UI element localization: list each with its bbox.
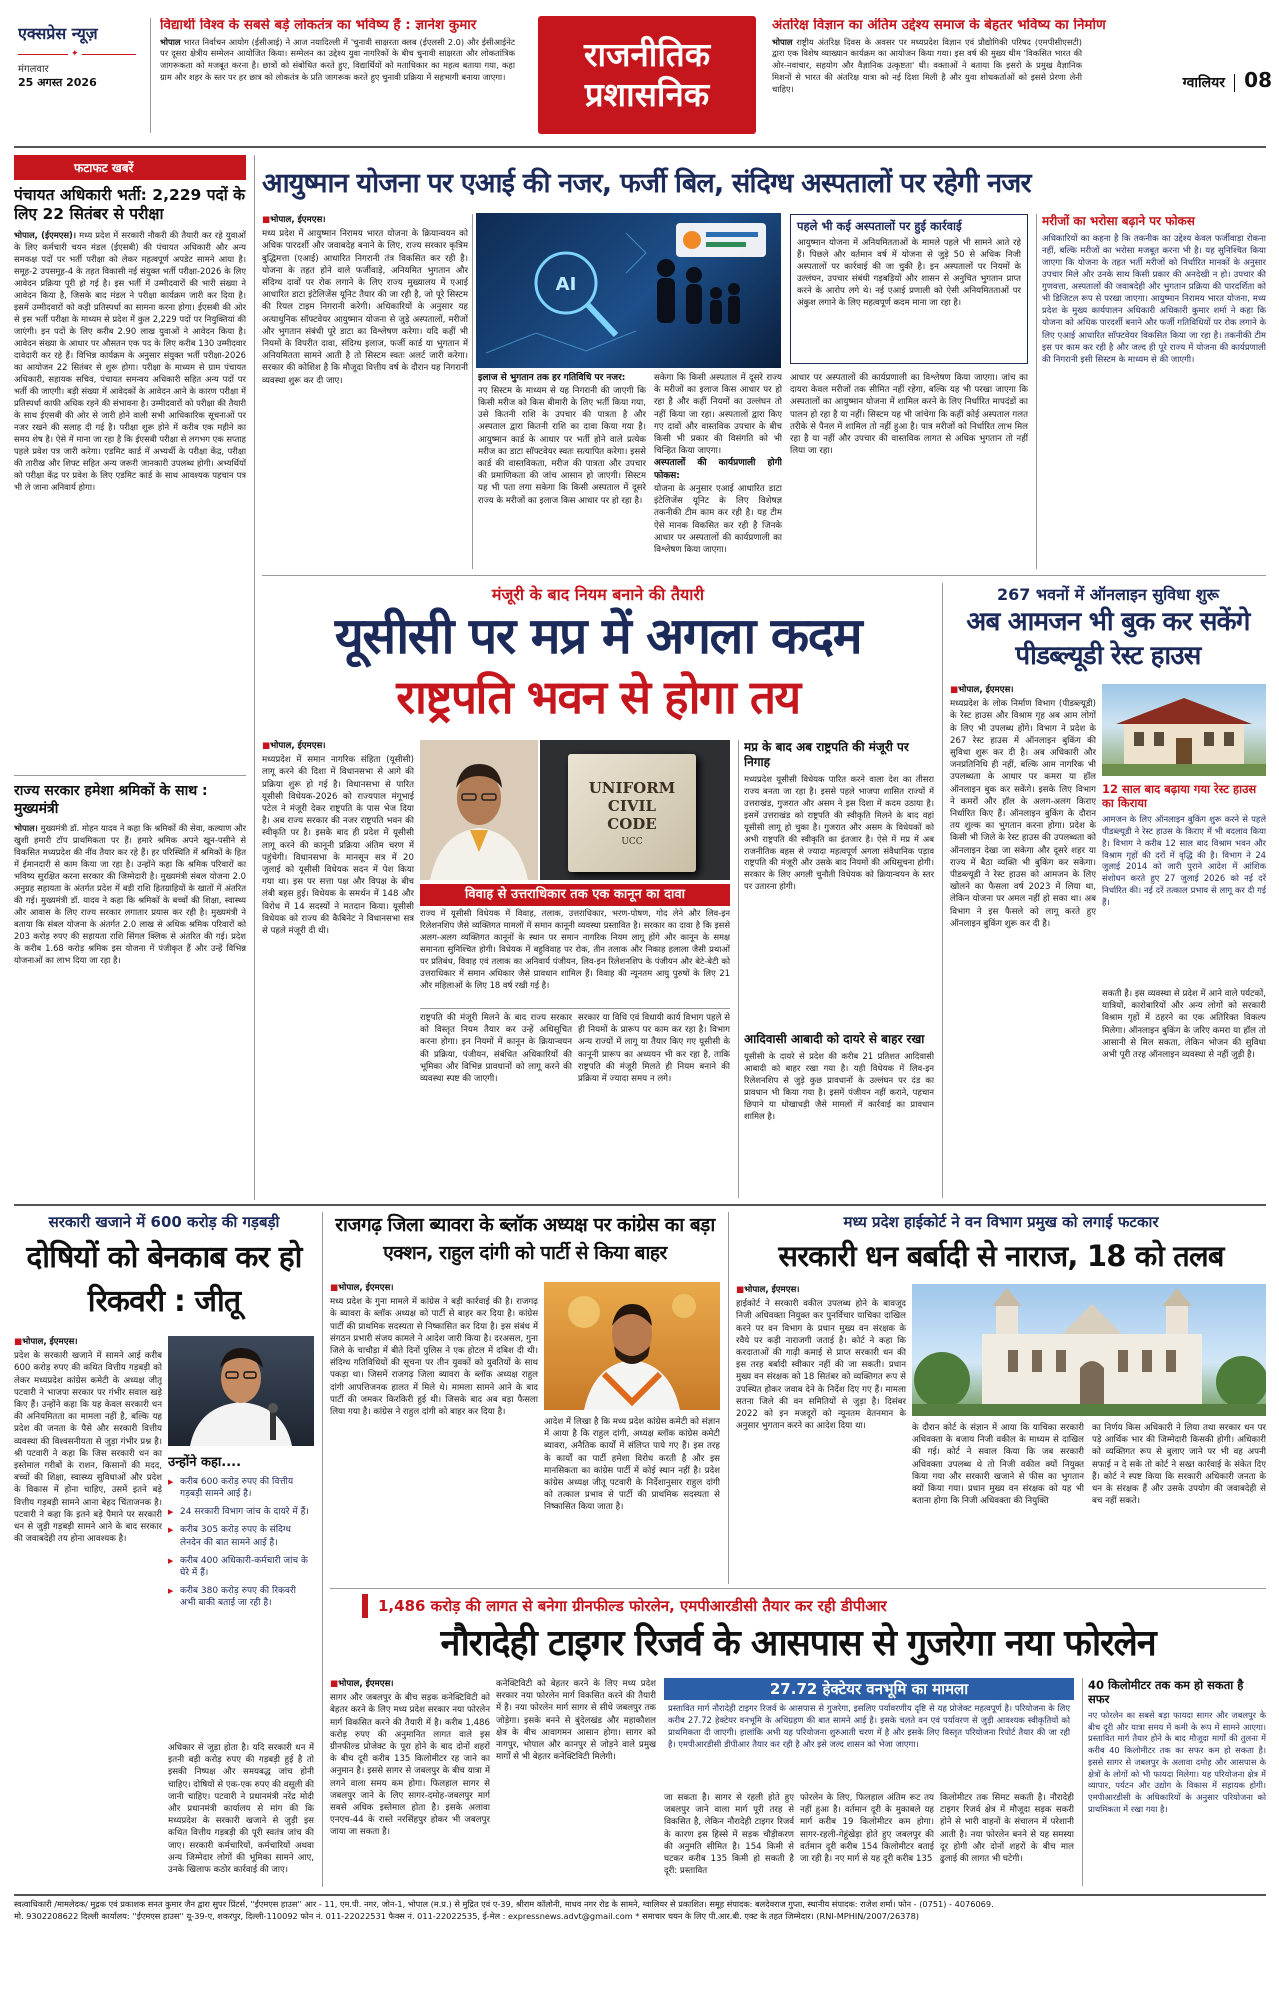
brief-left-headline: विद्यार्थी विश्व के सबसे बड़े लोकतंत्र का भविष्य हैं : ज्ञानेश कुमार	[160, 18, 477, 33]
rajgarh-col1-text: मध्य प्रदेश के गुना मामले में कांग्रेस ने बड़ी कार्रवाई की है। राजगढ़ के ब्यावरा के ब्लॉक अध्यक्ष को पार्टी से बाहर कर दिया है। कांग्रेस पार्टी की प्राथमिक सदस्यता से निष्कासित कर दिया है। इस संबंध में संगठन प्रभारी संजय कामले ने आदेश जारी किया है। दरअसल, गुना जिले के चाचौड़ा में बीते दिनों पुलिस ने एक होटल में दबिश दी थी। संदिग्ध गतिविधियों की सूचना पर तीन युवकों को युवतियों के साथ पकड़ा था। जिसमें राजगढ़ जिला ब्यावरा के ब्लॉक अध्यक्ष राहुल दांगी आपत्तिजनक हालत में मिले थे। मामला सामने आने के बाद पार्टी की जमकर किरकिरी हुई थी। जिसके बाद अब बड़ा फैसला लिया गया है। कांग्रेस ने राहुल दांगी को बाहर कर दिया है।	[330, 1297, 538, 1418]
page-number: 08	[1244, 68, 1272, 92]
highway-col3: जा सकता है। सागर से रहली होते हुए जबलपुर जाने वाला मार्ग पूरी तरह से विकसित है, लेकिन नौरादेही टाइगर रिजर्व के कारण इस हिस्से में सड़क चौड़ीकरण की अनुमति सीमित है। 154 किमी से घटकर करीब 135 किमी हो सकती है दूरी: प्रस्तावित	[664, 1793, 794, 1877]
highway-box-text: प्रस्तावित मार्ग नौरादेही टाइगर रिजर्व के आसपास से गुजरेगा, इसलिए पर्यावरणीय दृष्टि से यह प्रोजेक्ट महत्वपूर्ण है। परियोजना के लिए करीब 27.72 हेक्टेयर वनभूमि के अधिग्रहण की बात सामने आई है। इसके चलते वन एवं पर्यावरण से जुड़ी आवश्यक स्वीकृतियों को प्राथमिकता दी जाएगी। हालांकि अभी यह परियोजना शुरुआती चरण में है और इसके लिए विस्तृत परियोजना रिपोर्ट तैयार की जा रही है। एमपीआरडीसी डीपीआर तैयार कर रही है और इसे जल्द शासन को भेजा जाएगा।	[668, 1703, 1070, 1749]
highway-col1-text: सागर और जबलपुर के बीच सड़क कनेक्टिविटी को बेहतर करने के लिए मध्य प्रदेश सरकार नया फोरलेन मार्ग विकसित करने की तैयारी में है। करीब 1,486 करोड़ रुपए की अनुमानित लागत वाले इस ग्रीनफील्ड प्रोजेक्ट के पूरा होने के बाद दोनों शहरों के बीच दूरी करीब 135 किलोमीटर रह जाने का अनुमान है। इससे सागर से जबलपुर के बीच यात्रा में लगने वाला समय कम होगा। फिलहाल सागर से जबलपुर जाने के लिए सागर-दमोह-जबलपुर मार्ग सबसे अधिक इस्तेमाल होता है। इसके अलावा एनएच-44 के रास्ते नरसिंहपुर होकर भी जबलपुर जाया जा सकता है।	[330, 1693, 490, 1838]
issue-date: 25 अगस्त 2026	[18, 76, 97, 89]
ucc-dateline: ■ भोपाल, ईएमएस।	[262, 740, 414, 752]
news-strip-label	[14, 155, 246, 180]
ucc-box-head: मप्र के बाद अब राष्ट्रपति की मंजूरी पर निगाह	[744, 740, 909, 769]
brief-left-text: भारत निर्वाचन आयोग (ईसीआई) ने आज नयादिल्ली में 'चुनावी साक्षरता क्लब (ईएलसी 2.0) और ईसीआईनेट पर दूसरा क्षेत्रीय सम्मेलन आयोजित किया। सम्मेलन का उद्देश्य युवा नागरिकों के बीच चुनावी साक्षरता और लोकतांत्रिक जागरूकता को मजबूत करना है। छात्रों को संबोधित करते हुए, विद्यार्थियों को मताधिकार का महत्व बताया गया, कहा ग्राम और शहर के स्तर पर हर छात्र को लोकतंत्र के प्रति जागरूक करते हुए चुनावी प्रक्रिया में सहभागी बनाया जाएगा।	[160, 36, 515, 82]
ucc-box-text2: यूसीसी के दायरे से प्रदेश की करीब 21 प्रतिशत आदिवासी आबादी को बाहर रखा गया है। यही विधेयक में लिव-इन रिलेशनशिप से जुड़े कुछ प्रावधानों के उल्लंघन पर दंड का प्रावधान भी किया गया है। इसमें पंजीयन नहीं कराने, पहचान छिपाने या धोखाधड़ी जैसे मामलों में कार्रवाई का प्रावधान शामिल है।	[744, 1051, 934, 1121]
jitu-bullet-1: ▶ करीब 600 करोड़ रुपए की वित्तीय गड़बड़ी सामने आई है।	[168, 1476, 314, 1500]
section-title-line1: राजनीतिक	[583, 35, 711, 75]
svg-text:AI: AI	[555, 274, 577, 295]
jitu-col1	[14, 1336, 162, 1886]
ucc-col1	[262, 740, 414, 1198]
hc-col1-text: हाईकोर्ट ने सरकारी वकील उपलब्ध होने के बावजूद निजी अधिवक्ता नियुक्त कर पुनर्विचार याचिका दाखिल करने पर वन विभाग के प्रधान मुख्य वन संरक्षक के रवैये पर कड़ी नाराजगी जताई है। कोर्ट ने कहा कि करदाताओं की गाढ़ी कमाई से प्राप्त सरकारी धन की इस तरह बर्बादी स्वीकार नहीं की जा सकती। प्रधान मुख्य वन संरक्षक को 18 सितंबर को व्यक्तिगत रूप से उपस्थित होकर जवाब देने के निर्देश दिए गए हैं। मामला सतना जिले की वन समितियों से जुड़ा है। दिसंबर 2022 को इन मजदूरों को न्यूनतम वेतनमान के अनुसार भुगतान करने का आदेश दिया था।	[736, 1299, 906, 1432]
left-story1-text: मध्य प्रदेश में सरकारी नौकरी की तैयारी कर रहे युवाओं के लिए कर्मचारी चयन मंडल (ईएसबी) की पंचायत अधिकारी और अन्य समकक्ष पदों पर भर्ती परीक्षा को लेकर महत्वपूर्ण अपडेट सामने आया है। समूह-2 उपसमूह-4 के तहत विकासी नई संयुक्त भर्ती परीक्षा-2026 के लिए आवेदन प्रक्रिया पूरी हो गई है। इस भर्ती में उम्मीदवारों की भारी संख्या ने आवेदन किया है, जिसके बाद मंडल ने परीक्षा कार्यक्रम जारी कर दिया है। इसमें उम्मीदवारों को कड़ी प्रतिस्पर्धा का सामना करना होगा। ईएसबी की ओर से इस भर्ती परीक्षा के माध्यम से प्रदेश में कुल 2,229 पदों पर नियुक्तियां की जाएंगी। इन पदों के लिए करीब 2.90 लाख युवाओं ने आवेदन किया है। आवेदन संख्या के आधार पर औसतन एक पद के लिए करीब 130 उम्मीदवार दावेदारी कर रहे हैं। विभिन्न कार्यक्रम के अनुसार संयुक्त भर्ती परीक्षा-2026 का आयोजन 22 सितंबर से शुरू होगा। परीक्षा के माध्यम से ग्राम पंचायत अधिकारी, सहायक सचिव, पंचायत समन्वय अधिकारी सहित अन्य पदों पर भर्ती की जाएगी। बड़ी संख्या में आवेदकों के आवेदन आने के कारण परीक्षा में प्रतिस्पर्धा काफी अधिक रहने की संभावना है। उम्मीदवारों को परीक्षा की तैयारी के साथ ईएसबी की ओर से जारी होने वाली सभी आधिकारिक सूचनाओं पर नजर रखने की सलाह दी गई है। परीक्षा शुरू होने में करीब एक महीने का समय शेष है। ऐसे में माना जा रहा है कि ईएसबी परीक्षा से लगभग एक सप्ताह पहले प्रवेश पत्र जारी करेगा। एडमिट कार्ड में अभ्यर्थी के परीक्षा केंद्र, परीक्षा की तारीख और शिफ्ट सहित अन्य जरूरी जानकारी उपलब्ध होगी। अभ्यर्थियों को परीक्षा केंद्र पर प्रवेश के लिए एडमिट कार्ड के साथ आवश्यक पहचान पत्र भी ले जाना अनिवार्य होगा।	[14, 229, 246, 493]
jitu-headline: दोषियों को बेनकाब कर हो रिकवरी : जीतू	[26, 1240, 302, 1319]
page-city-number	[1150, 68, 1272, 96]
jitu-photo	[168, 1336, 314, 1446]
footer-imprint-line1: स्वत्वाधिकारी /मामलेदक/ मुद्रक एवं प्रकाशक सनत कुमार जैन द्वारा सुपर प्रिंटर्स, ''ईएमएस हाउस'' आर - 11, एम.पी. नगर, जोन-1, भोपाल (म.प्र.) से मुद्रित एवं ए-39, श्रीराम कॉलोनी, माधव नगर रोड के सामने, ग्वालियर से प्रकाशित। समूह संपादक: बलदेवराज गुप्ता, स्थानीय संपादक: राजेश शर्मा। फोन - (0751) - 4076069.	[14, 1899, 994, 1909]
brief-right-text: राष्ट्रीय अंतरिक्ष दिवस के अवसर पर मध्यप्रदेश विज्ञान एवं प्रौद्योगिकी परिषद (एमपीसीएसटी) द्वारा एक विशेष व्याख्यान कार्यक्रम का आयोजन किया गया। इस वर्ष की मुख्य थीम 'विकसित भारत की ओर-नवाचार, सहयोग और वैज्ञानिक उत्कृष्टता' थी। वक्ताओं ने बताया कि इसरो के प्रमुख वैज्ञानिक मिशनों से भारत की अंतरिक्ष यात्रा को नई दिशा मिली है और युवा शोधकर्ताओं को इससे प्रेरणा लेनी चाहिए।	[772, 36, 1082, 94]
pwd-col2: सकती है। इस व्यवस्था से प्रदेश में आने वाले पर्यटकों, यात्रियों, कारोबारियों और अन्य लोगों को सरकारी विश्राम गृहों में ठहरने का एक अतिरिक्त विकल्प मिलेगा। ऑनलाइन बुकिंग के जरिए कमरा या हॉल तो आसानी से मिल सकता, लेकिन भोजन की सुविधा अभी पूरी तरह ऑनलाइन व्यवस्था से नहीं जुड़ी है।	[1102, 989, 1266, 1061]
ucc-kicker: मंजूरी के बाद नियम बनाने की तैयारी	[491, 585, 705, 604]
hc-col2: के दौरान कोर्ट के संज्ञान में आया कि याचिका सरकारी अधिवक्ता के बजाय निजी वकील के माध्यम से दाखिल की गई। कोर्ट ने सवाल किया कि जब सरकारी अधिवक्ता उपलब्ध थे तो निजी वकील क्यों नियुक्त किया गया और सरकारी खजाने से फीस का भुगतान क्यों किया गया। प्रधान मुख्य वन संरक्षक को यह भी बताना होगा कि निजी अधिवक्ता की नियुक्ति	[912, 1423, 1084, 1507]
pwd-kicker: 267 भवनों में ऑनलाइन सुविधा शुरू	[996, 585, 1220, 604]
highway-right-box	[1088, 1678, 1266, 1886]
highway-col5: किलोमीटर तक सिमट सकती है। नौरादेही टाइगर रिजर्व क्षेत्र में मौजूदा सड़क सकरी होने से भारी वाहनों के संचालन में परेशानी आती है। नया फोरलेन बनने से यह समस्या दूर होगी और दोनों शहरों के बीच माल ढुलाई की लागत भी घटेगी।	[940, 1793, 1074, 1865]
lead-col4-text: आधार पर अस्पतालों की कार्यप्रणाली का विश्लेषण किया जाएगा। जांच का दायरा केवल मरीजों तक सीमित नहीं रहेगा, बल्कि यह भी परखा जाएगा कि अस्पतालों का आयुष्मान योजना में शामिल करने के लिए निर्धारित मापदंडों का पालन हो रहा है या नहीं। सिस्टम यह भी जांचेगा कि कहीं कोई अस्पताल गलत तरीके से पैनल में शामिल तो नहीं हुआ है। पात्र मरीजों को निर्धारित लाभ मिल रहा है या नहीं और उपचार की वास्तविक लागत से अधिक भुगतान तो नहीं लिया जा रहा।	[790, 373, 1028, 457]
lead-col2-subhead: इलाज से भुगतान तक हर गतिविधि पर नजर:	[478, 373, 626, 383]
lead-col2-text: नए सिस्टम के माध्यम से यह निगरानी की जाएगी कि किसी मरीज को किस बीमारी के लिए भर्ती किया गया, उसे कितनी राशि के उपचार की पात्रता है और अस्पताल द्वारा कितनी राशि का दावा किया गया है। आयुष्मान कार्ड के आधार पर भर्ती होने वाले प्रत्येक मरीज का डाटा सॉफ्टवेयर स्वतः सत्यापित करेगा। इससे कार्ड की वास्तविकता, मरीज की पात्रता और उपचार की प्रमाणिकता की जांच आसान हो जाएगी। सिस्टम यह भी पता लगा सकेगा कि किसी अस्पताल में दूसरे राज्य के मरीजों का इलाज किस आधार पर हो रहा है।	[478, 385, 646, 506]
section-title-line2: प्रशासनिक	[584, 75, 710, 114]
left-story2-text: मुख्यमंत्री डॉ. मोहन यादव ने कहा कि श्रमिकों की सेवा, कल्याण और खुशी हमारी टॉप प्राथमिकता पर हैं। हमारे श्रमिक अपने खून-पसीने से विकसित मध्यप्रदेश की नींव तैयार कर रहे हैं। हर परिस्थिति में श्रमिकों के हित में ईमानदारी से काम किया जा रहा है। उन्होंने कहा कि श्रमिक परिवारों का भविष्य सुरक्षित करना सरकार की जिम्मेदारी है। मुख्यमंत्री संबल योजना 2.0 अनुग्रह सहायता के अंतर्गत प्रदेश में बड़ी राशि हितग्राहियों के खातों में अंतरित की गई। मुख्यमंत्री डॉ. यादव ने कहा कि श्रमिकों के बच्चों की शिक्षा, स्वास्थ्य और आवास के लिए राज्य सरकार लगातार प्रयास कर रही है। मुख्यमंत्री ने बताया कि संबल योजना के अंतर्गत 2.0 लाख से अधिक श्रमिक परिवारों को 203 करोड़ रुपए की सहायता राशि सिंगल क्लिक से अंतरित की गई। प्रदेश के करीब 1.68 करोड़ श्रमिक इस योजना में पंजीकृत हैं और उन्हें विभिन्न योजनाओं का लाभ दिया जा रहा है।	[14, 823, 246, 966]
section-title-box	[538, 16, 756, 134]
ucc-box-text: मध्यप्रदेश यूसीसी विधेयक पारित करने वाला देश का तीसरा राज्य बनता जा रहा है। इससे पहले भाजपा शासित राज्यों में उत्तराखंड, गुजरात और असम ने इस दिशा में कदम उठाया है। इसमें उत्तराखंड को राष्ट्रपति की स्वीकृति मिलने के बाद वहां यूसीसी लागू हो चुका है। गुजरात और असम के विधेयकों को अभी राष्ट्रपति की स्वीकृति का इंतजार है। ऐसे में मप्र में अब राजनीतिक बहस से ज्यादा महत्वपूर्ण अगला संवैधानिक पड़ाव राष्ट्रपति की मंजूरी और उसके बाद नियमों की अधिसूचना होगी। सरकार के लिए अगली चुनौती विधेयक को क्रियान्वयन के स्तर पर उतारना होगी।	[744, 774, 934, 892]
left-story2-headline: राज्य सरकार हमेशा श्रमिकों के साथ : मुख्यमंत्री	[14, 782, 208, 817]
lead-col1	[262, 214, 468, 569]
ai-illustration-image	[476, 213, 781, 368]
divider-ornament: ✦	[18, 54, 136, 55]
ucc-side-box	[744, 740, 934, 1198]
jitu-quote-head: उन्होंने कहा....	[168, 1455, 242, 1470]
pwd-box-head: 12 साल बाद बढ़ाया गया रेस्ट हाउस का किराया	[1102, 782, 1257, 811]
rest-house-photo	[1102, 684, 1266, 776]
highway-dateline: ■ भोपाल, ईएमएस।	[330, 1678, 490, 1690]
highway-right-head: 40 किलोमीटर तक कम हो सकता है सफर	[1088, 1678, 1244, 1707]
brief-left	[160, 18, 515, 136]
lead-dateline: ■ भोपाल, ईएमएस।	[262, 214, 468, 226]
hc-col3: का निर्णय किस अधिकारी ने लिया तथा सरकार धन पर पड़े आर्थिक भार की जिम्मेदारी किसकी होगी। अधिकारी को व्यक्तिगत रूप से बुलाए जाने पर भी वह अपनी सफाई न दे सके तो कोर्ट ने सख्त कार्रवाई के संकेत दिए हैं। कोर्ट ने स्पष्ट किया कि सरकारी अधिकारी जनता के धन के संरक्षक हैं और उसके उपयोग की जवाबदेही से बच नहीं सकते।	[1092, 1423, 1266, 1507]
brief-right-headline: अंतरिक्ष विज्ञान का अंतिम उद्देश्य समाज के बेहतर भविष्य का निर्माण	[772, 18, 1106, 33]
ucc-col3a: राष्ट्रपति की मंजूरी मिलने के बाद राज्य सरकार को विस्तृत नियम तैयार कर उन्हें अधिसूचित करना होगा। इन नियमों में कानून के क्रियान्वयन की प्रक्रिया, पंजीयन, संबंधित अधिकारियों की भूमिका और विभिन्न प्रावधानों को लागू करने की व्यवस्था स्पष्ट की जाएगी।	[420, 1013, 572, 1085]
jitu-col2: अधिकार से जुड़ा होता है। यदि सरकारी धन में इतनी बड़ी करोड़ रुपए की गड़बड़ी हुई है तो इसकी निष्पक्ष और समयबद्ध जांच होनी चाहिए। दोषियों से एक-एक रुपए की वसूली की जानी चाहिए। पटवारी ने प्रधानमंत्री नरेंद्र मोदी और प्रधानमंत्री कार्यालय से मांग की कि मध्यप्रदेश के सरकारी खजाने से जुड़ी इस कथित वित्तीय गड़बड़ी की पूरी स्वतंत्र जांच की जाए। सरकारी कर्मचारियों, कर्मचारियों अथवा अन्य जिम्मेदार लोगों की भूमिका सामने आए, उनके खिलाफ कठोर कार्रवाई की जाए।	[168, 1743, 314, 1876]
paper-name: एक्सप्रेस न्यूज़	[18, 24, 98, 43]
highway-col2: कनेक्टिविटी को बेहतर करने के लिए मध्य प्रदेश सरकार नया फोरलेन मार्ग विकसित करने की तैयारी में है। नया फोरलेन मार्ग सागर से सीधे जबलपुर तक जोड़ेगा। इसके बनने से बुंदेलखंड और महाकौशल क्षेत्र के बीच आवागमन आसान होगा। सागर को नागपुर, भोपाल और कानपुर से जोड़ने वाले प्रमुख मार्गों से भी बेहतर कनेक्टिविटी मिलेगी।	[496, 1679, 656, 1763]
book-text-code: CODE	[607, 815, 657, 833]
lead-col3-subhead: अस्पतालों की कार्यप्रणाली होगी फोकस:	[654, 458, 782, 482]
lead-box	[790, 214, 1028, 364]
book-text-uniform: UNIFORM	[588, 779, 676, 797]
rajgarh-headline: राजगढ़ जिला ब्यावरा के ब्लॉक अध्यक्ष पर कांग्रेस का बड़ा एक्शन, राहुल दांगी को पार्टी से किया बाहर	[335, 1214, 715, 1264]
ucc-box-head2: आदिवासी आबादी को दायरे से बाहर रखा	[744, 1032, 925, 1046]
ucc-headline1: यूसीसी पर मप्र में अगला कदम	[334, 607, 862, 665]
hc-headline: सरकारी धन बर्बादी से नाराज, 18 को तलब	[778, 1239, 1224, 1273]
city-label: ग्वालियर	[1182, 75, 1225, 91]
jitu-bullets	[168, 1476, 314, 1609]
brief-left-dateline: भोपाल	[160, 36, 181, 47]
rajgarh-dateline: ■ भोपाल, ईएमएस।	[330, 1282, 538, 1294]
left-column	[14, 155, 246, 1202]
jitu-bullet-5: ▶ करीब 380 करोड़ रुपए की रिकवरी अभी बाकी बताई जा रही है।	[168, 1585, 314, 1609]
lead-right-head: मरीजों का भरोसा बढ़ाने पर फोकस	[1042, 214, 1195, 228]
ucc-book-photo	[540, 740, 730, 880]
book-text-civil: CIVIL	[607, 797, 657, 815]
lead-col4	[790, 372, 1028, 569]
book-text-ucc: UCC	[621, 837, 643, 847]
issue-day: मंगलवार	[18, 64, 49, 75]
rahul-dangi-photo	[544, 1282, 720, 1410]
footer-imprint-line2: मो. 9302208622 दिल्ली कार्यालय: ''ईएमएस हाउस'' यू-39-ए, शकरपुर, दिल्ली-110092 फोन नं. 011-22022531 फैक्स नं. 011-22022535, ई-मेल : expressnews.advt@gmail.com * समाचार चयन के लिए पी.आर.बी. एक्ट के तहत जिम्मेदार। (RNI-MPHIN/2007/26378)	[14, 1911, 919, 1922]
pwd-box	[1102, 782, 1266, 982]
lead-col3-text: सकेगा कि किसी अस्पताल में दूसरे राज्य के मरीजों का इलाज किस आधार पर हो रहा है और कहीं नियमों का उल्लंघन तो नहीं किया जा रहा। अस्पतालों द्वारा किए गए दावों और वास्तविक उपचार के बीच किसी भी प्रकार की विसंगति को भी चिन्हित किया जाएगा।	[654, 373, 782, 457]
lead-right-box	[1042, 214, 1266, 569]
ucc-col3b: सरकार या विधि एवं विधायी कार्य विभाग पहले से ही नियमों के प्रारूप पर काम कर रहा है। विभाग अन्य राज्यों में लागू या तैयार किए गए यूसीसी के कानूनी प्रारूप का अध्ययन भी कर रहा है, ताकि राष्ट्रपति की मंजूरी मिलते ही नियम बनाने की प्रक्रिया में ज्यादा समय न लगे।	[578, 1013, 730, 1085]
ucc-book	[568, 754, 696, 872]
pwd-headline: अब आमजन भी बुक कर सकेंगे पीडब्ल्यूडी रेस्ट हाउस	[966, 607, 1250, 671]
jitu-kicker: सरकारी खजाने में 600 करोड़ की गड़बड़ी	[48, 1213, 280, 1231]
lead-col2	[478, 372, 646, 569]
hc-col1	[736, 1284, 906, 1582]
left-story1-dateline: भोपाल, (ईएमएस)।	[14, 229, 77, 240]
highway-col4: फोरलेन के लिए, फिलहाल अंतिम रूट तय नहीं हुआ है। वर्तमान दूरी के मुकाबले यह मार्ग करीब 19 किलोमीटर कम होगा। सागर-रहली-गेहूंखेड़ा होते हुए जबलपुर की वर्तमान दूरी करीब 154 किलोमीटर बताई जा रही है। नए मार्ग से यह दूरी करीब 135	[800, 1793, 934, 1865]
highway-box	[664, 1678, 1074, 1788]
ucc-caption-bar: विवाह से उत्तराधिकार तक एक कानून का दावा	[420, 884, 730, 906]
ucc-col1-text: मध्यप्रदेश में समान नागरिक संहिता (यूसीसी) लागू करने की दिशा में विधानसभा से आगे की प्रक्रिया शुरू हो गई है। विधानसभा से पारित यूसीसी विधेयक-2026 को राज्यपाल मंगूभाई पटेल ने मंजूरी देकर राष्ट्रपति के पास भेज दिया है। अब राज्य सरकार की नजर राष्ट्रपति भवन की स्वीकृति पर है। इसके बाद ही प्रदेश में यूसीसी लागू करने की कानूनी प्रक्रिया अंतिम चरण में पहुंचेगी। विधानसभा के मानसून सत्र में 20 जुलाई को यूसीसी विधेयक सदन में पेश किया गया था। इस पर सत्ता पक्ष और विपक्ष के बीच लंबी बहस हुई। विधेयक के समर्थन में 148 और विरोध में 14 सदस्यों ने मतदान किया। यूसीसी विधेयक को राज्य की कैबिनेट ने विधानसभा सत्र से पहले मंजूरी दी थी।	[262, 755, 414, 937]
highway-kicker-bar	[362, 1594, 1242, 1618]
lead-box-head: पहले भी कई अस्पतालों पर हुई कार्रवाई	[797, 219, 962, 233]
jitu-bullet-2: ▶ 24 सरकारी विभाग जांच के दायरे में हैं।	[168, 1506, 314, 1518]
lead-right-text: अधिकारियों का कहना है कि तकनीक का उद्देश्य केवल फर्जीवाड़ा रोकना नहीं, बल्कि मरीजों का भरोसा मजबूत करना भी है। यह सुनिश्चित किया जाएगा कि योजना के तहत भर्ती मरीजों को निर्धारित मानकों के अनुसार उपचार मिले और उनके साथ किसी प्रकार की अनदेखी न हो। उपचार की गुणवत्ता, अस्पतालों की जवाबदेही और भुगतान प्रक्रिया की पारदर्शिता को भी डिजिटल रूप से परखा जाएगा। आयुष्मान निरामय भारत योजना, मध्य प्रदेश के मुख्य कार्यपालन अधिकारी अधिकारी कुमार शर्मा ने कहा कि योजना को अधिक पारदर्शी बनाने और फर्जी गतिविधियों पर रोक लगाने के लिए एआई आधारित सॉफ्टवेयर विकसित किया जा रहा है। तकनीकी टीम इस पर काम कर रही है और जल्द ही पूरे राज्य में योजना की कार्यप्रणाली की निगरानी इसी सिस्टम के माध्यम से की जाएगी।	[1042, 234, 1266, 365]
lead-col3	[654, 372, 782, 569]
highway-headline: नौरादेही टाइगर रिजर्व के आसपास से गुजरेगा नया फोरलेन	[440, 1623, 1156, 1664]
rajgarh-col2: आदेश में लिखा है कि मध्य प्रदेश कांग्रेस कमेटी को संज्ञान में आया है कि राहुल दांगी, अध्यक्ष ब्लॉक कांग्रेस कमेटी ब्यावरा, अनैतिक कार्यों में संलिप्त पाये गए हैं। इस तरह के कार्यों का पार्टी हमेशा विरोध करती है और इस मानसिकता का कांग्रेस पार्टी में कोई स्थान नहीं है। प्रदेश कांग्रेस अध्यक्ष जीतू पटवारी के निर्देशानुसार राहुल दांगी को तत्काल प्रभाव से पार्टी की प्राथमिक सदस्यता से निष्कासित किया जाता है।	[544, 1417, 720, 1513]
masthead-nameplate	[18, 22, 136, 117]
pwd-box-text: आमजन के लिए ऑनलाइन बुकिंग शुरू करने से पहले पीडब्ल्यूडी ने रेस्ट हाउस के किराए में भी बदलाव किया है। विभाग ने करीब 12 साल बाद विश्राम भवन और विश्राम गृहों की दरों में वृद्धि की है। विभाग ने 24 जुलाई 2014 को जारी पुराने आदेश में आंशिक संशोधन करते हुए 27 जुलाई 2026 को नई दरें निर्धारित की। नई दरें तत्काल प्रभाव से लागू कर दी गई हैं।	[1102, 813, 1266, 908]
brief-right-dateline: भोपाल	[772, 36, 793, 47]
jitu-bullet-3: ▶ करीब 305 करोड़ रुपए के संदिग्ध लेनदेन की बात सामने आई है।	[168, 1524, 314, 1548]
highway-right-text: नए फोरलेन का सबसे बड़ा फायदा सागर और जबलपुर के बीच दूरी और यात्रा समय में कमी के रूप में सामने आएगा। प्रस्तावित मार्ग तैयार होने के बाद मौजूदा मार्गों की तुलना में करीब 40 किलोमीटर तक का सफर कम हो सकता है। इससे सागर से जबलपुर के अलावा दमोह और आसपास के क्षेत्रों के लोगों को भी फायदा मिलेगा। यह परियोजना क्षेत्र में व्यापार, पर्यटन और उद्योग के विकास में सहायक होगी। एमपीआरडीसी के अधिकारियों के अनुसार परियोजना को प्राथमिकता में रखा गया है।	[1088, 1709, 1266, 1814]
masthead	[0, 0, 1279, 150]
footer-imprint	[14, 1898, 1266, 1938]
highway-box-head: 27.72 हेक्टेयर वनभूमि का मामला	[664, 1678, 1074, 1700]
ucc-headline2: राष्ट्रपति भवन से होगा तय	[396, 670, 800, 724]
hc-dateline: ■ भोपाल, ईएमएस।	[736, 1284, 906, 1296]
cm-photo	[420, 740, 538, 880]
rajgarh-col1	[330, 1282, 538, 1582]
highway-kicker: 1,486 करोड़ की लागत से बनेगा ग्रीनफील्ड फोरलेन, एमपीआरडीसी तैयार कर रही डीपीआर	[378, 1597, 887, 1615]
jitu-dateline: ■ भोपाल, ईएमएस।	[14, 1336, 162, 1348]
strip-label-text: फटाफट खबरें	[74, 161, 134, 175]
jitu-quote-box	[168, 1452, 314, 1737]
jitu-text: प्रदेश के सरकारी खजाने में सामने आई करीब 600 करोड़ रुपए की कथित वित्तीय गड़बड़ी को लेकर मध्यप्रदेश कांग्रेस कमेटी के अध्यक्ष जीतू पटवारी ने भाजपा सरकार पर गंभीर सवाल खड़े किए हैं। उन्होंने कहा कि यह केवल सरकारी धन की अनियमितता का मामला नहीं है, बल्कि यह प्रदेश की जनता के पैसे और सरकारी वित्तीय व्यवस्था की विश्वसनीयता से जुड़ा गंभीर प्रश्न है। श्री पटवारी ने कहा कि जिस सरकारी धन का इस्तेमाल गरीबों के राशन, किसानों की मदद, बच्चों की शिक्षा, स्वास्थ्य सुविधाओं और प्रदेश के विकास में होना चाहिए, उसमें इतने बड़े वित्तीय गड़बड़ी सामने आना बेहद चिंताजनक है। पटवारी ने कहा कि इतने बड़े पैमाने पर सरकारी धन से जुड़ी गड़बड़ी सामने आने के बाद सरकार की जवाबदेही तय होना आवश्यक है।	[14, 1351, 162, 1545]
jitu-bullet-4: ▶ करीब 400 अधिकारी-कर्मचारी जांच के घेरे में हैं।	[168, 1555, 314, 1579]
lead-col3b-text: योजना के अनुसार एआई आधारित डाटा इंटेलिजेंस यूनिट के लिए विशेषज्ञ तकनीकी टीम काम कर रही है। यह टीम ऐसे मानक विकसित कर रही है जिनके आधार पर अस्पतालों की कार्यप्रणाली का विश्लेषण किया जाएगा।	[654, 483, 782, 555]
lead-headline: आयुष्मान योजना पर एआई की नजर, फर्जी बिल, संदिग्ध अस्पतालों पर रहेगी नजर	[262, 168, 1031, 199]
lead-col1-text: मध्य प्रदेश में आयुष्मान निरामय भारत योजना के क्रियान्वयन को अधिक पारदर्शी और जवाबदेह बनाने के लिए, राज्य सरकार कृत्रिम बुद्धिमत्ता (एआई) आधारित निगरानी तंत्र विकसित कर रही है। योजना के तहत होने वाले फर्जीवाड़े, अनियमित भुगतान और संदिग्ध दावों पर रोक लगाने के लिए राज्य मुख्यालय में एआई आधारित डाटा इंटेलिजेंस यूनिट तैयार की जा रही है, जो पूरे सिस्टम की रियल टाइम निगरानी करेगी। अधिकारियों के अनुसार यह अत्याधुनिक सॉफ्टवेयर आयुष्मान योजना से जुड़े अस्पतालों, मरीजों और भुगतान संबंधी पूरे डाटा का विश्लेषण करेगा। यदि कहीं भी नियमों के विपरीत दावा, संदिग्ध इलाज, फर्जी कार्ड या भुगतान में अनियमितता सामने आती है तो सिस्टम स्वतः अलर्ट जारी करेगा। सरकार की कोशिश है कि मौजूदा वित्तीय वर्ष के दौरान यह निगरानी व्यवस्था शुरू कर दी जाए।	[262, 229, 468, 386]
pwd-text: मध्यप्रदेश के लोक निर्माण विभाग (पीडब्ल्यूडी) के रेस्ट हाउस और विश्राम गृह अब आम लोगों के लिए भी उपलब्ध होंगे। विभाग ने प्रदेश के 267 रेस्ट हाउस में ऑनलाइन बुकिंग की सुविधा शुरू कर दी है। अब अधिकारी और जनप्रतिनिधि ही नहीं, बल्कि आम नागरिक भी उपलब्धता के आधार पर कमरा या हॉल ऑनलाइन बुक कर सकेंगे। इसके लिए विभाग ने कमरों और हॉल के अलग-अलग किराए निर्धारित किए हैं। ऑनलाइन बुकिंग के दौरान तय शुल्क का भुगतान करना होगा। प्रदेश के किसी भी जिले के रेस्ट हाउस की उपलब्धता को ऑनलाइन देखा जा सकेगा और दूसरे शहर या राज्य में बैठा व्यक्ति भी बुकिंग कर सकेगा। पीडब्ल्यूडी ने रेस्ट हाउस को आमजन के लिए खोलने का फैसला वर्ष 2023 में लिया था, लेकिन योजना पर अमल नहीं हो सका था। अब विभाग ने इस फैसले को लागू करते हुए ऑनलाइन बुकिंग शुरू कर दी है।	[950, 699, 1096, 929]
pwd-dateline: ■ भोपाल, ईएमएस।	[950, 684, 1096, 696]
brief-right	[772, 18, 1167, 136]
pwd-col1	[950, 684, 1096, 1194]
left-story1-headline: पंचायत अधिकारी भर्ती: 2,229 पदों के लिए 22 सितंबर से परीक्षा	[14, 186, 246, 224]
left-story2-dateline: भोपाल।	[14, 823, 38, 834]
hc-kicker: मध्य प्रदेश हाईकोर्ट ने वन विभाग प्रमुख को लगाई फटकार	[843, 1213, 1159, 1231]
high-court-photo	[912, 1284, 1266, 1416]
highway-col1	[330, 1678, 490, 1886]
ucc-caption-text: राज्य में यूसीसी विधेयक में विवाह, तलाक, उत्तराधिकार, भरण-पोषण, गोद लेने और लिव-इन रिलेशनशिप जैसे व्यक्तिगत मामलों में समान कानूनी व्यवस्था प्रस्तावित है। सरकार का दावा है कि इससे अलग-अलग व्यक्तिगत कानूनों के स्थान पर समान नागरिक नियम लागू होंगे और कानून के समक्ष समानता सुनिश्चित होगी। विधेयक में बहुविवाह पर रोक, तीन तलाक और निकाह हलाला जैसी प्रथाओं पर प्रतिबंध, विवाह एवं तलाक का अनिवार्य पंजीयन, लिव-इन रिलेशनशिप के पंजीयन और बेटे-बेटी को उत्तराधिकार में समान अधिकार जैसे प्रावधान शामिल हैं। विवाह की न्यूनतम आयु पुरुषों के लिए 21 और महिलाओं के लिए 18 वर्ष रखी गई है।	[420, 908, 730, 990]
lead-box-text: आयुष्मान योजना में अनियमितताओं के मामले पहले भी सामने आते रहे हैं। पिछले और वर्तमान वर्ष में योजना से जुड़े 50 से अधिक निजी अस्पतालों पर कार्रवाई की जा चुकी है। इन अस्पतालों पर नियमों के उल्लंघन, उपचार संबंधी गड़बड़ियों और शासन से अनुचित भुगतान प्राप्त करने के आरोप लगे थे। नई एआई प्रणाली को ऐसी अनियमितताओं पर अंकुश लगाने के लिए महत्वपूर्ण कदम माना जा रहा है।	[797, 238, 1021, 309]
